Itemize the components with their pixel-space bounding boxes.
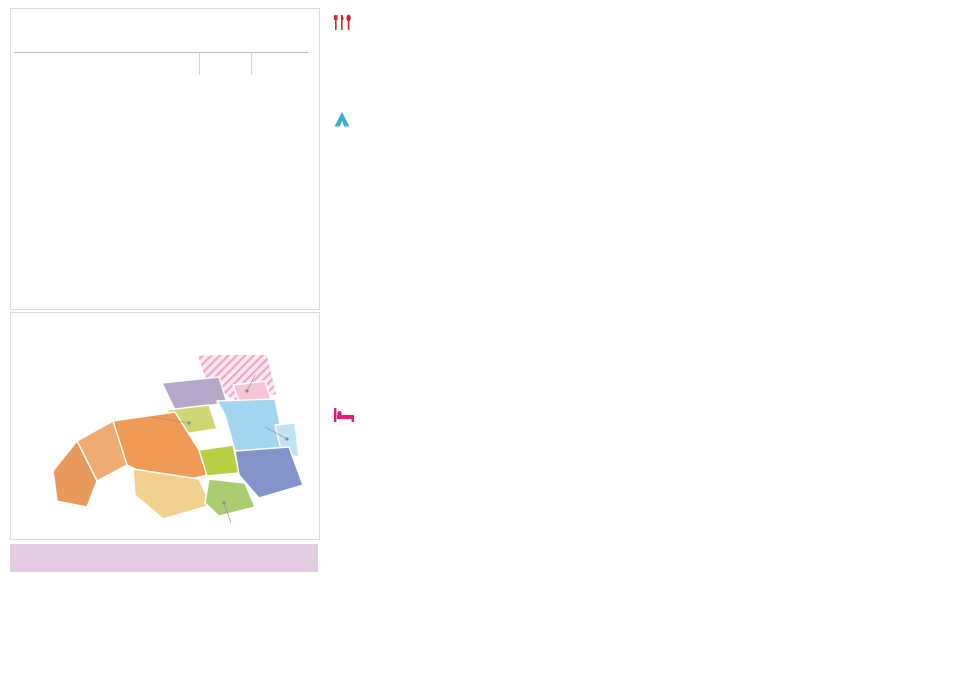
map-card bbox=[10, 312, 320, 540]
restaurants-icon bbox=[334, 14, 354, 31]
thermal-header-spa bbox=[248, 556, 318, 560]
capacity-total-lits bbox=[251, 53, 308, 75]
capacity-total-units bbox=[199, 53, 251, 75]
thermal-header-title bbox=[10, 556, 156, 560]
bed-icon bbox=[334, 408, 354, 422]
thermal-header-curistes bbox=[156, 556, 248, 560]
map-region-aspres bbox=[199, 445, 239, 476]
communes-map bbox=[49, 355, 311, 537]
capacity-table-header bbox=[14, 36, 308, 53]
map-region-agly bbox=[162, 377, 227, 410]
weights-marchands bbox=[14, 196, 157, 200]
tent-icon bbox=[334, 112, 350, 127]
capacity-total-row bbox=[14, 53, 308, 75]
thermal-header bbox=[10, 544, 318, 572]
thermal-table bbox=[10, 544, 318, 574]
capacity-table bbox=[14, 36, 308, 75]
weights-zones bbox=[172, 196, 315, 200]
